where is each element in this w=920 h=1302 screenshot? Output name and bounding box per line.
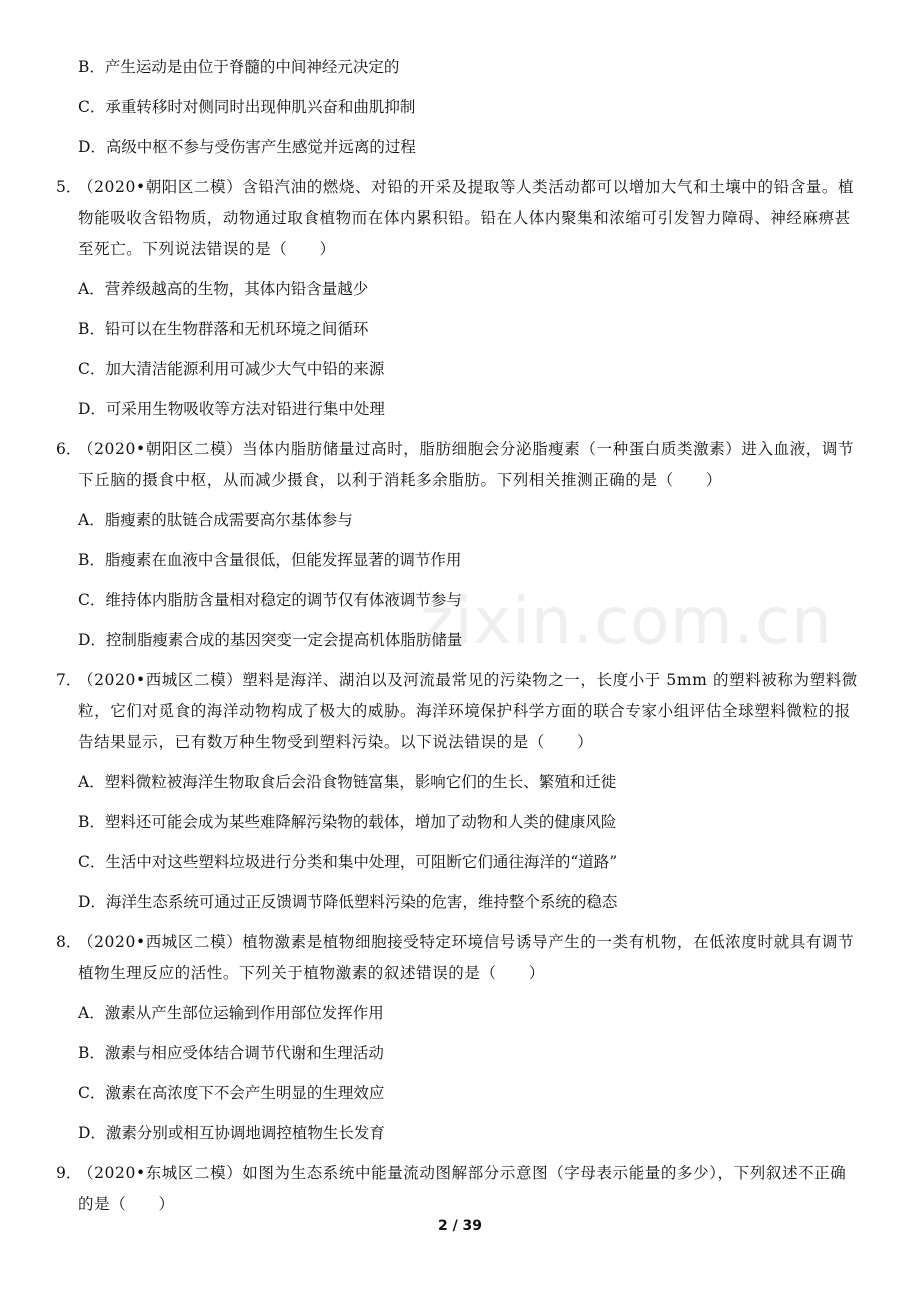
option-line: C．激素在高浓度下不会产生明显的生理效应 [78,1084,385,1102]
option-line: B．脂瘦素在血液中含量很低，但能发挥显著的调节作用 [78,551,462,569]
question-stem-line: （2020•西城区二模）植物激素是植物细胞接受特定环境信号诱导产生的一类有机物，在低浓度时就具有调节 [78,933,855,951]
option-line: D．海洋生态系统可通过正反馈调节降低塑料污染的危害，维持整个系统的稳态 [78,893,618,911]
question-stem-line: 植物生理反应的活性。下列关于植物激素的叙述错误的是（ ） [78,964,545,982]
question-number: 9． [56,1164,82,1182]
option-line: A．脂瘦素的肽链合成需要高尔基体参与 [78,511,353,529]
question-number: 6． [56,440,82,458]
option-line: C．加大清洁能源利用可减少大气中铅的来源 [78,360,385,378]
option-line: C．生活中对这些塑料垃圾进行分类和集中处理，可阻断它们通往海洋的“道路” [78,853,618,871]
question-stem-line: 告结果显示，已有数万种生物受到塑料污染。以下说法错误的是（ ） [78,733,594,751]
question-stem-line: 至死亡。下列说法错误的是（ ） [78,240,336,258]
option-line: A．塑料微粒被海洋生物取食后会沿食物链富集，影响它们的生长、繁殖和迁徙 [78,773,617,791]
question-stem-line: （2020•西城区二模）塑料是海洋、湖泊以及河流最常见的污染物之一，长度小于 5mm 的塑料被称为塑料微 [78,671,858,689]
option-line: D．可采用生物吸收等方法对铅进行集中处理 [78,400,385,418]
question-number: 7． [56,671,82,689]
option-line: D．激素分别或相互协调地调控植物生长发育 [78,1124,385,1142]
question-stem-line: 物能吸收含铅物质，动物通过取食植物而在体内累积铅。铅在人体内聚集和浓缩可引发智力障碍、神经麻痹甚 [78,209,851,227]
watermark: zixin.com.cn [420,585,833,659]
option-line: B．铅可以在生物群落和无机环境之间循环 [78,320,369,338]
page-number: 2 / 39 [437,1218,483,1234]
question-stem-line: （2020•朝阳区二模）当体内脂肪储量过高时，脂肪细胞会分泌脂瘦素（一种蛋白质类激素）进入血液，调节 [78,440,855,458]
question-number: 8． [56,933,82,951]
question-stem-line: 的是（ ） [78,1195,175,1213]
option-line: B．激素与相应受体结合调节代谢和生理活动 [78,1044,384,1062]
option-line: A．营养级越高的生物，其体内铅含量越少 [78,280,369,298]
option-line: C．承重转移时对侧同时出现伸肌兴奋和曲肌抑制 [78,98,416,116]
question-stem-line: 粒，它们对觅食的海洋动物构成了极大的威胁。海洋环境保护科学方面的联合专家小组评估全球塑料微粒的报 [78,702,851,720]
option-line: B．塑料还可能会成为某些难降解污染物的载体，增加了动物和人类的健康风险 [78,813,617,831]
question-stem-line: （2020•东城区二模）如图为生态系统中能量流动图解部分示意图（字母表示能量的多少），下列叙述不正确 [78,1164,847,1182]
option-line: A．激素从产生部位运输到作用部位发挥作用 [78,1004,384,1022]
question-stem-line: 下丘脑的摄食中枢，从而减少摄食，以利于消耗多余脂肪。下列相关推测正确的是（ ） [78,471,723,489]
option-line: B．产生运动是由位于脊髓的中间神经元决定的 [78,58,400,76]
question-stem-line: （2020•朝阳区二模）含铅汽油的燃烧、对铅的开采及提取等人类活动都可以增加大气和土壤中的铅含量。植 [78,178,855,196]
option-line: D．高级中枢不参与受伤害产生感觉并远离的过程 [78,138,416,156]
option-line: C．维持体内脂肪含量相对稳定的调节仅有体液调节参与 [78,591,462,609]
question-number: 5． [56,178,82,196]
option-line: D．控制脂瘦素合成的基因突变一定会提高机体脂肪储量 [78,631,463,649]
